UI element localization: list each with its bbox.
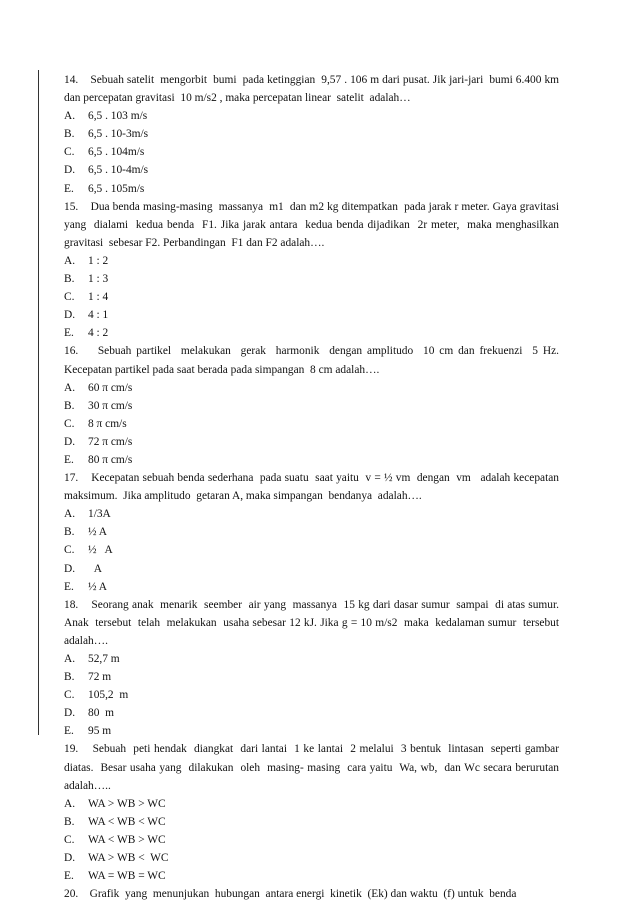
option-text: 6,5 . 10-4m/s <box>88 164 149 177</box>
option-text: 80 π cm/s <box>88 453 133 466</box>
option-text: 72 π cm/s <box>88 435 133 448</box>
option-text: WA = WB = WC <box>88 870 166 883</box>
option-letter: E. <box>64 580 74 593</box>
question-18-option <box>64 668 559 686</box>
option-letter: D. <box>64 852 76 865</box>
option-letter: E. <box>64 327 74 340</box>
option-letter: A. <box>64 508 76 521</box>
question-15-option <box>64 324 559 342</box>
question-14-option <box>64 107 559 125</box>
option-text: 52,7 m <box>88 653 120 665</box>
question-17-option <box>64 541 559 559</box>
option-letter: B. <box>64 526 75 539</box>
question-18-option <box>64 650 559 668</box>
option-text: ½ A <box>88 580 107 593</box>
question-14-option <box>64 125 559 143</box>
question-17-option <box>64 578 559 596</box>
question-18-text: 18. Seorang anak menarik seember air yang massanya 15 kg dari dasar sumur sampai di atas sumur. Anak tersebut telah melakukan usaha sebesar 12 kJ. Jika g = 10 m/s2 maka kedalaman sumur tersebut adalah…. <box>64 598 565 647</box>
question-14-option <box>64 180 559 198</box>
option-letter: A. <box>64 797 76 810</box>
option-text: 72 m <box>88 671 112 684</box>
option-text: A <box>88 562 102 575</box>
option-text: WA > WB < WC <box>88 852 169 865</box>
option-letter: B. <box>64 815 75 828</box>
option-letter: A. <box>64 653 76 665</box>
option-letter: E. <box>64 453 74 466</box>
question-16-option <box>64 451 559 469</box>
question-19-option <box>64 813 559 831</box>
question-list <box>64 71 565 903</box>
option-text: 6,5 . 105m/s <box>88 182 145 195</box>
option-letter: C. <box>64 833 75 846</box>
option-text: 4 : 2 <box>88 327 109 340</box>
option-text: 1 : 2 <box>88 254 109 267</box>
option-text: 105,2 m <box>88 689 129 702</box>
option-text: 1/3A <box>88 508 111 521</box>
option-text: ½ A <box>88 526 107 539</box>
option-text: 95 m <box>88 725 112 738</box>
option-letter: D. <box>64 435 76 448</box>
question-19-option <box>64 867 559 885</box>
question-19-text: 19. Sebuah peti hendak diangkat dari lantai 1 ke lantai 2 melalui 3 bentuk lintasan seperti gambar diatas. Besar usaha yang dilakukan oleh masing- masing cara yaitu Wa, wb, dan Wc secara berurutan adalah….. <box>64 743 565 792</box>
option-letter: E. <box>64 870 74 883</box>
option-text: 6,5 . 10-3m/s <box>88 128 149 141</box>
question-18-option <box>64 686 559 704</box>
option-letter: C. <box>64 544 75 557</box>
option-text: 80 m <box>88 707 114 720</box>
option-letter: D. <box>64 309 76 322</box>
option-text: 8 π cm/s <box>88 417 127 430</box>
option-text: WA > WB > WC <box>88 797 166 810</box>
question-16-option <box>64 415 559 433</box>
question-19-option <box>64 831 559 849</box>
question-15-option <box>64 288 559 306</box>
option-text: 4 : 1 <box>88 309 109 322</box>
option-letter: B. <box>64 399 75 412</box>
option-letter: C. <box>64 291 75 304</box>
question-19-option <box>64 849 559 867</box>
question-17-text: 17. Kecepatan sebuah benda sederhana pada suatu saat yaitu v = ½ vm dengan vm adalah kecepatan maksimum. Jika amplitudo getaran A, maka simpangan bendanya adalah…. <box>64 472 562 503</box>
option-letter: B. <box>64 671 75 684</box>
left-margin-rule <box>38 70 39 735</box>
question-16-option <box>64 397 559 415</box>
option-letter: A. <box>64 381 76 394</box>
question-19-option <box>64 795 559 813</box>
option-letter: A. <box>64 110 76 123</box>
question-14-option <box>64 161 559 179</box>
question-16-text: 16. Sebuah partikel melakukan gerak harmonik dengan amplitudo 10 cm dan frekuenzi 5 Hz. Kecepatan partikel pada saat berada pada simpangan 8 cm adalah…. <box>64 345 562 376</box>
option-letter: D. <box>64 707 76 720</box>
question-16-option <box>64 433 559 451</box>
question-17-option <box>64 523 559 541</box>
option-letter: E. <box>64 182 74 195</box>
option-letter: C. <box>64 417 75 430</box>
question-20-text: 20. Grafik yang menunjukan hubungan antara energi kinetik (Ek) dan waktu (f) untuk benda <box>64 888 517 901</box>
option-text: 60 π cm/s <box>88 381 133 394</box>
option-text: ½ A <box>88 544 113 557</box>
option-letter: B. <box>64 273 75 286</box>
option-text: WA < WB > WC <box>88 833 166 846</box>
option-letter: E. <box>64 725 74 738</box>
question-18-option <box>64 704 559 722</box>
question-17-option <box>64 560 559 578</box>
question-18-option <box>64 722 559 740</box>
question-16-option <box>64 379 559 397</box>
option-text: 6,5 . 103 m/s <box>88 110 148 123</box>
option-text: 1 : 3 <box>88 273 109 286</box>
question-17-option <box>64 505 559 523</box>
option-letter: C. <box>64 689 75 702</box>
question-15-option <box>64 270 559 288</box>
option-letter: D. <box>64 164 76 177</box>
option-letter: D. <box>64 562 76 575</box>
question-14-text: 14. Sebuah satelit mengorbit bumi pada ketinggian 9,57 . 106 m dari pusat. Jik jari-jari bumi 6.400 km dan percepatan gravitasi 10 m/s2 , maka percepatan linear satelit adalah… <box>64 74 562 105</box>
option-letter: C. <box>64 146 75 159</box>
question-15-option <box>64 252 559 270</box>
option-text: 1 : 4 <box>88 291 109 304</box>
option-text: 6,5 . 104m/s <box>88 146 145 159</box>
question-15-text: 15. Dua benda masing-masing massanya m1 dan m2 kg ditempatkan pada jarak r meter. Gaya gravitasi yang dialami kedua benda F1. Jika jarak antara kedua benda dijadikan 2r meter, maka menghasilkan gravitasi sebesar F2. Perbandingan F1 dan F2 adalah…. <box>64 200 565 249</box>
question-15-option <box>64 306 559 324</box>
question-14-option <box>64 143 559 161</box>
option-letter: B. <box>64 128 75 141</box>
option-text: WA < WB < WC <box>88 815 166 828</box>
option-text: 30 π cm/s <box>88 399 133 412</box>
option-letter: A. <box>64 254 76 267</box>
